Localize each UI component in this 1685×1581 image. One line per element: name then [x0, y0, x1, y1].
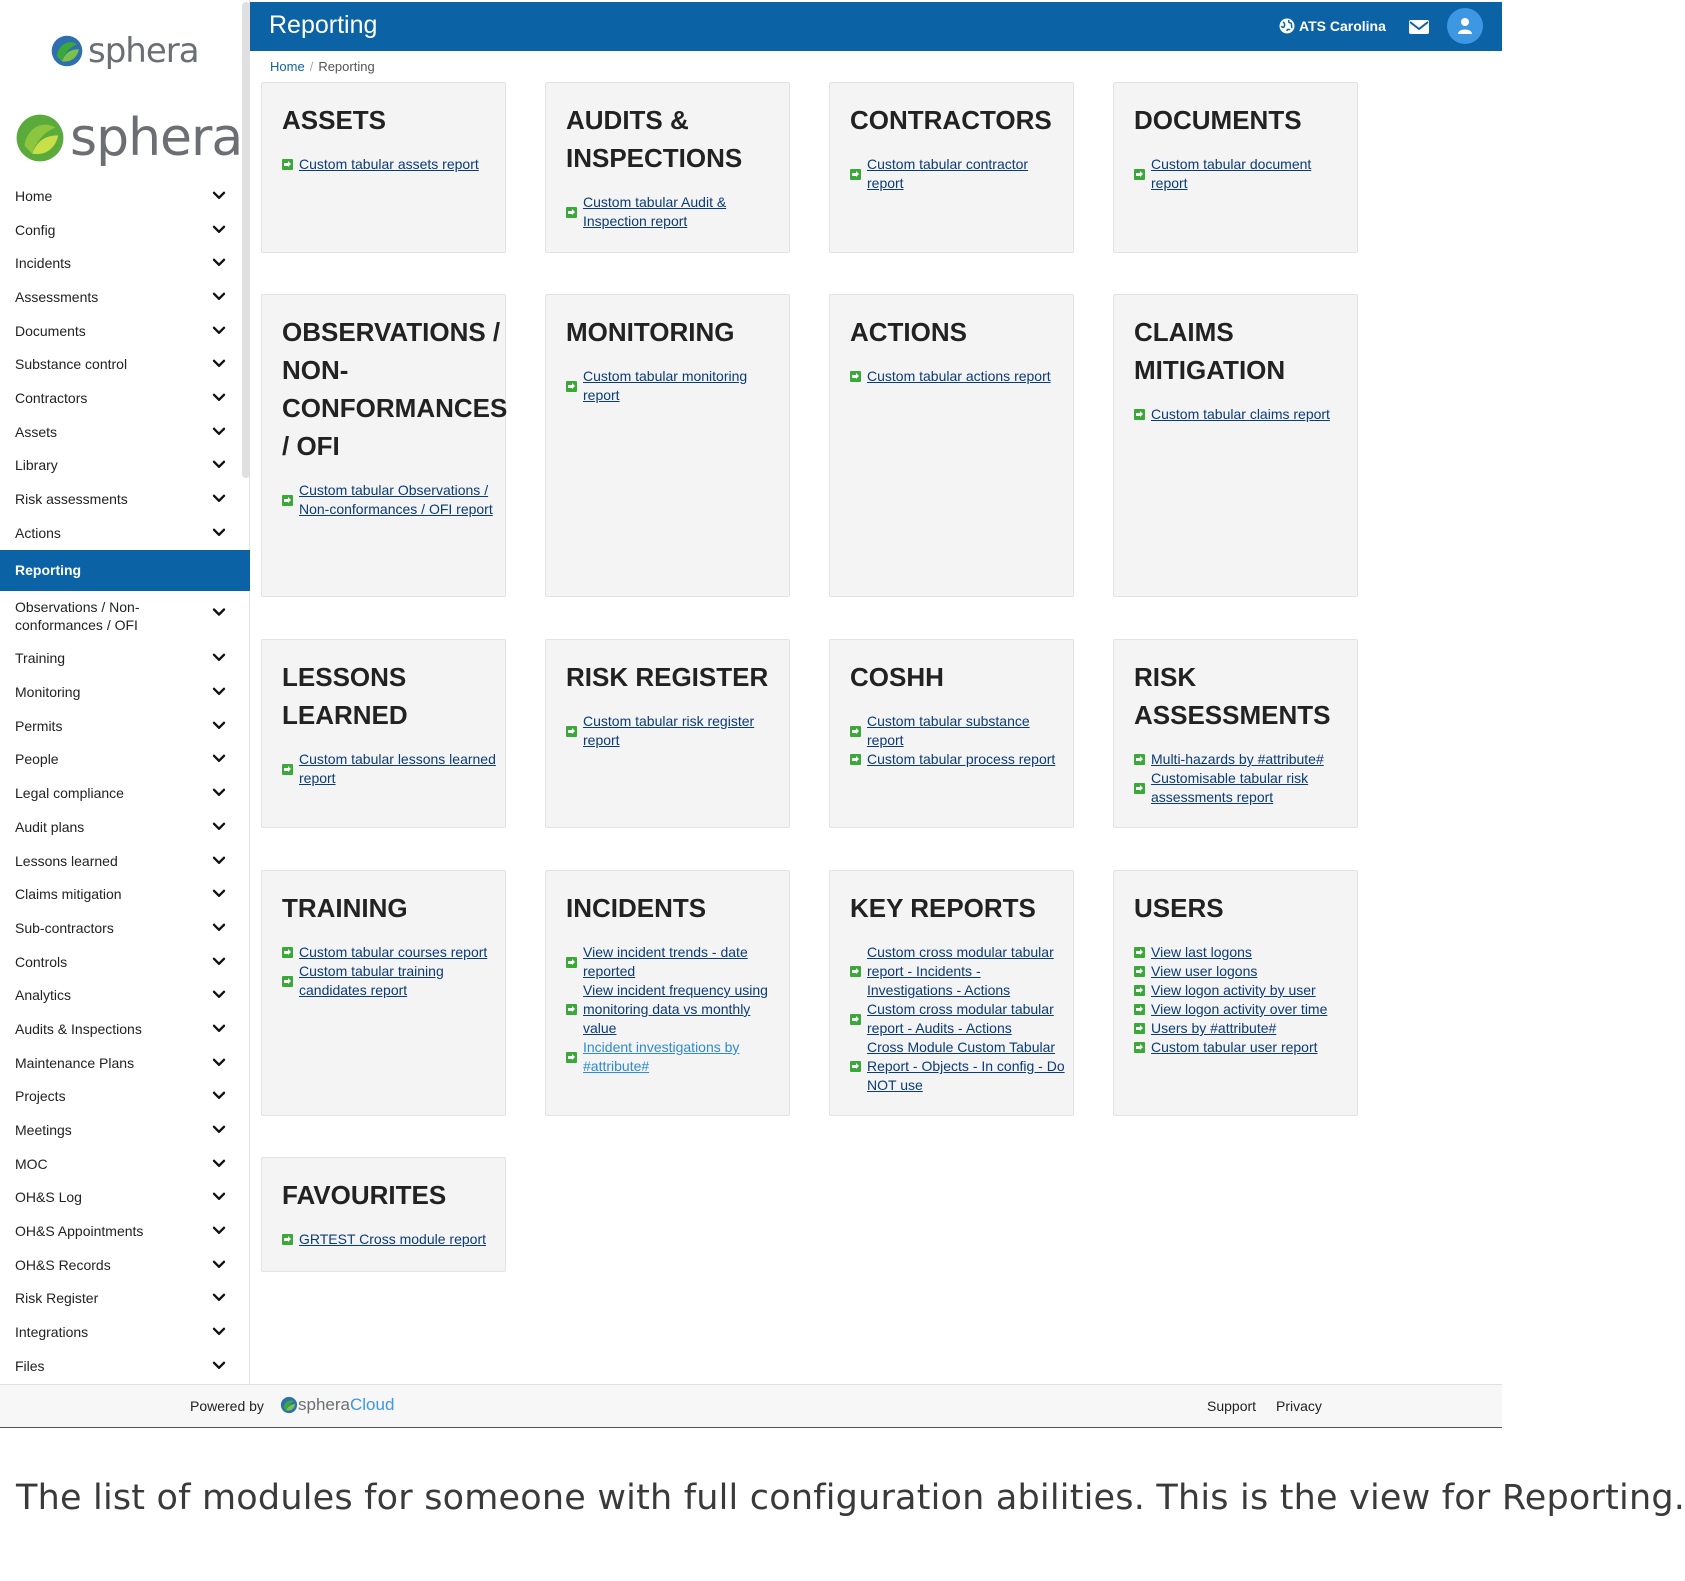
report-card-audits-inspections	[545, 82, 790, 253]
report-link[interactable]: View logon activity over time	[1151, 1001, 1328, 1017]
arrow-right-icon	[566, 957, 577, 968]
chevron-down-icon[interactable]	[212, 390, 226, 404]
arrow-right-icon	[850, 754, 861, 765]
sidebar-item-oh-s-records[interactable]	[0, 1248, 250, 1282]
arrow-right-icon	[282, 495, 293, 506]
report-link-item[interactable]	[1134, 981, 1357, 1000]
sidebar-item-home[interactable]	[0, 179, 250, 213]
report-card-assets	[261, 82, 506, 253]
report-link-item[interactable]	[566, 367, 789, 405]
sidebar-item-assessments[interactable]	[0, 280, 250, 314]
chevron-down-icon[interactable]	[212, 491, 226, 505]
sidebar-item-label: Lessons learned	[15, 852, 118, 869]
report-link[interactable]: Custom tabular contractor report	[867, 156, 1029, 191]
sidebar-item-training[interactable]	[0, 642, 250, 676]
card-title: CLAIMS MITIGATION	[1134, 317, 1286, 385]
card-title: USERS	[1134, 893, 1224, 923]
sidebar-item-label: Risk assessments	[15, 491, 128, 508]
sidebar-item-meetings[interactable]	[0, 1113, 250, 1147]
report-link[interactable]: Custom tabular actions report	[867, 368, 1051, 384]
report-link-item[interactable]	[850, 943, 1073, 1000]
chevron-down-icon[interactable]	[212, 718, 226, 732]
sidebar-item-label: Projects	[15, 1088, 66, 1105]
sidebar-item-library[interactable]	[0, 449, 250, 483]
report-links	[566, 193, 789, 231]
arrow-right-icon	[1134, 1042, 1145, 1053]
sphera-leaf-icon	[280, 1396, 298, 1414]
report-link-item[interactable]	[566, 712, 789, 750]
arrow-right-icon	[1134, 947, 1145, 958]
sidebar-item-claims-mitigation[interactable]	[0, 877, 250, 911]
card-title: INCIDENTS	[566, 893, 707, 923]
chevron-down-icon[interactable]	[212, 1089, 226, 1103]
sidebar-item-label: Claims mitigation	[15, 886, 122, 903]
sidebar-item-people[interactable]	[0, 743, 250, 777]
chevron-down-icon[interactable]	[212, 256, 226, 270]
card-title: MONITORING	[566, 317, 735, 347]
report-links	[1134, 155, 1357, 193]
card-title: ACTIONS	[850, 317, 967, 347]
report-link[interactable]: Customisable tabular risk assessments report	[1151, 770, 1309, 805]
arrow-right-icon	[850, 726, 861, 737]
report-card-key-reports	[829, 870, 1074, 1116]
arrow-right-icon	[282, 1234, 293, 1245]
report-link[interactable]: Cross Module Custom Tabular Report - Objects - In config - Do NOT use	[867, 1039, 1065, 1093]
sidebar-item-oh-s-appointments[interactable]	[0, 1214, 250, 1248]
chevron-down-icon[interactable]	[212, 1055, 226, 1069]
breadcrumb-separator: /	[309, 59, 314, 74]
sidebar-item-label: Files	[15, 1357, 45, 1374]
report-card-risk-assessments	[1113, 639, 1358, 828]
sidebar-item-label: Observations / Non-conformances / OFI	[15, 599, 140, 634]
sidebar-item-analytics[interactable]	[0, 978, 250, 1012]
chevron-down-icon[interactable]	[212, 458, 226, 472]
sphera-leaf-icon	[14, 112, 66, 164]
sidebar-item-label: Home	[15, 187, 53, 204]
chevron-down-icon[interactable]	[212, 525, 226, 539]
report-link[interactable]: Custom tabular training candidates report	[299, 963, 444, 998]
sidebar-item-label: Config	[15, 221, 56, 238]
card-title: KEY REPORTS	[850, 893, 1036, 923]
figure-caption: The list of modules for someone with full configuration abilities. This is the view for Reporting.	[16, 1478, 1685, 1518]
mail-icon[interactable]	[1408, 18, 1430, 36]
sidebar-item-label: MOC	[15, 1155, 48, 1172]
sidebar-item-label: Incidents	[15, 255, 72, 272]
report-link[interactable]: View user logons	[1151, 963, 1258, 979]
sidebar-item-label: Maintenance Plans	[15, 1054, 135, 1071]
report-link[interactable]: Custom tabular claims report	[1151, 406, 1330, 422]
breadcrumb	[270, 59, 375, 74]
report-links	[566, 943, 789, 1076]
report-links	[282, 155, 505, 174]
chevron-down-icon[interactable]	[212, 920, 226, 934]
sidebar-item-projects[interactable]	[0, 1080, 250, 1114]
chevron-down-icon[interactable]	[212, 1122, 226, 1136]
chevron-down-icon[interactable]	[212, 1223, 226, 1237]
chevron-down-icon[interactable]	[212, 684, 226, 698]
report-links	[282, 1230, 505, 1249]
report-link-item[interactable]	[282, 943, 505, 962]
chevron-down-icon[interactable]	[212, 1358, 226, 1372]
sphera-logo-large	[14, 108, 242, 168]
report-link-item[interactable]	[1134, 1019, 1357, 1038]
sidebar-item-label: People	[15, 751, 59, 768]
card-title: TRAINING	[282, 893, 408, 923]
sidebar-item-label: Controls	[15, 953, 68, 970]
sidebar-item-label: Actions	[15, 524, 61, 541]
sidebar-item-contractors[interactable]	[0, 381, 250, 415]
sidebar-item-label: Audit plans	[15, 818, 85, 835]
user-icon	[1457, 17, 1473, 35]
arrow-right-icon	[850, 169, 861, 180]
sidebar-item-monitoring[interactable]	[0, 675, 250, 709]
sidebar-item-oh-s-log[interactable]	[0, 1181, 250, 1215]
chevron-down-icon[interactable]	[212, 323, 226, 337]
report-card-coshh	[829, 639, 1074, 828]
sidebar-item-label: Library	[15, 457, 58, 474]
report-link-item[interactable]	[1134, 155, 1357, 193]
page-title: Reporting	[269, 11, 378, 39]
arrow-right-icon	[282, 947, 293, 958]
report-links	[1134, 750, 1357, 807]
sidebar-item-audit-plans[interactable]	[0, 810, 250, 844]
report-link[interactable]: View incident trends - date reported	[583, 944, 748, 979]
sphera-leaf-icon	[50, 34, 84, 68]
report-link[interactable]: View logon activity by user	[1151, 982, 1316, 998]
sidebar-item-sub-contractors[interactable]	[0, 911, 250, 945]
card-title: COSHH	[850, 662, 944, 692]
sidebar-item-controls[interactable]	[0, 945, 250, 979]
sidebar-item-label: OH&S Records	[15, 1256, 111, 1273]
sidebar-item-legal-compliance[interactable]	[0, 776, 250, 810]
report-link[interactable]: Custom cross modular tabular report - Audits - Actions	[867, 1001, 1054, 1036]
card-title: RISK ASSESSMENTS	[1134, 662, 1331, 730]
breadcrumb-home[interactable]: Home	[270, 59, 305, 74]
report-links	[282, 481, 505, 519]
sidebar-item-substance-control[interactable]	[0, 347, 250, 381]
report-link-item[interactable]	[566, 943, 789, 981]
chevron-down-icon[interactable]	[212, 424, 226, 438]
report-link-item[interactable]	[566, 1038, 789, 1076]
report-link-item[interactable]	[850, 750, 1073, 769]
sidebar-item-reporting[interactable]	[0, 550, 250, 591]
report-links	[1134, 943, 1357, 1057]
report-card-documents	[1113, 82, 1358, 253]
sidebar-item-risk-assessments[interactable]	[0, 482, 250, 516]
report-links	[566, 367, 789, 405]
arrow-right-icon	[566, 1004, 577, 1015]
report-link[interactable]: View last logons	[1151, 944, 1252, 960]
sidebar-nav	[0, 179, 250, 1383]
arrow-right-icon	[1134, 754, 1145, 765]
report-link-item[interactable]	[1134, 1038, 1357, 1057]
sidebar-item-label: Sub-contractors	[15, 919, 114, 936]
sidebar-item-label: Training	[15, 650, 66, 667]
report-link-item[interactable]	[282, 750, 505, 788]
report-card-incidents	[545, 870, 790, 1116]
arrow-right-icon	[282, 976, 293, 987]
sidebar-item-label: Meetings	[15, 1122, 72, 1139]
arrow-right-icon	[1134, 966, 1145, 977]
report-link-item[interactable]	[1134, 769, 1357, 807]
report-links	[850, 367, 1073, 386]
report-card-favourites	[261, 1157, 506, 1272]
arrow-right-icon	[1134, 1004, 1145, 1015]
sidebar-item-audits-inspections[interactable]	[0, 1012, 250, 1046]
arrow-right-icon	[1134, 1023, 1145, 1034]
report-link[interactable]: Custom tabular assets report	[299, 156, 479, 172]
card-title: CONTRACTORS	[850, 105, 1052, 135]
user-name: ATS Carolina	[1299, 18, 1386, 34]
report-link-item[interactable]	[282, 962, 505, 1000]
report-link[interactable]: Custom cross modular tabular report - Incidents - Investigations - Actions	[867, 944, 1054, 998]
arrow-right-icon	[850, 1014, 861, 1025]
report-link[interactable]: Users by #attribute#	[1151, 1020, 1277, 1036]
report-links	[566, 712, 789, 750]
report-link-item[interactable]	[850, 712, 1073, 750]
sidebar-item-actions[interactable]	[0, 516, 250, 550]
card-title: OBSERVATIONS / NON-CONFORMANCES / OFI	[282, 317, 508, 461]
arrow-right-icon	[1134, 783, 1145, 794]
report-link[interactable]: View incident frequency using monitoring data vs monthly value	[583, 982, 768, 1036]
sidebar-item-label: Analytics	[15, 987, 72, 1004]
report-link[interactable]: Custom tabular user report	[1151, 1039, 1318, 1055]
top-bar	[250, 2, 1502, 51]
report-link[interactable]: Custom tabular Audit & Inspection report	[583, 194, 727, 229]
arrow-right-icon	[566, 381, 577, 392]
footer-logo-text-b: Cloud	[349, 1395, 395, 1414]
report-link[interactable]: Custom tabular Observations / Non-conformances / OFI report	[299, 482, 493, 517]
report-card-users	[1113, 870, 1358, 1116]
report-link[interactable]: Custom tabular document report	[1151, 156, 1312, 191]
report-link-item[interactable]	[566, 981, 789, 1038]
report-link-item[interactable]	[1134, 1000, 1357, 1019]
arrow-right-icon	[850, 966, 861, 977]
brand-name: sphera	[88, 31, 199, 71]
chevron-down-icon[interactable]	[212, 887, 226, 901]
report-link-item[interactable]	[1134, 750, 1357, 769]
chevron-down-icon[interactable]	[212, 357, 226, 371]
sidebar-item-observations-non-conformances-ofi[interactable]	[0, 591, 250, 642]
report-card-monitoring	[545, 294, 790, 597]
chevron-down-icon[interactable]	[212, 1324, 226, 1338]
chevron-down-icon[interactable]	[212, 853, 226, 867]
report-card-observations-non-conformances-ofi	[261, 294, 506, 597]
card-title: DOCUMENTS	[1134, 105, 1302, 135]
sidebar-item-label: Documents	[15, 322, 86, 339]
chevron-down-icon[interactable]	[212, 785, 226, 799]
card-title: AUDITS & INSPECTIONS	[566, 105, 743, 173]
report-link-item[interactable]	[282, 481, 505, 519]
chevron-down-icon[interactable]	[212, 819, 226, 833]
arrow-right-icon	[1134, 169, 1145, 180]
report-link-item[interactable]	[282, 155, 505, 174]
chevron-down-icon[interactable]	[212, 1190, 226, 1204]
arrow-right-icon	[850, 371, 861, 382]
sidebar-item-label: Integrations	[15, 1324, 89, 1341]
chevron-down-icon[interactable]	[212, 289, 226, 303]
user-site-selector[interactable]	[1279, 18, 1386, 34]
report-link[interactable]: Multi-hazards by #attribute#	[1151, 751, 1324, 767]
arrow-right-icon	[850, 1061, 861, 1072]
report-link-item[interactable]	[850, 1038, 1073, 1095]
arrow-right-icon	[1134, 409, 1145, 420]
report-card-contractors	[829, 82, 1074, 253]
support-link[interactable]: Support	[1207, 1398, 1257, 1414]
chevron-down-icon[interactable]	[212, 752, 226, 766]
footer-logo-text-a: sphera	[298, 1395, 350, 1414]
sidebar-item-files[interactable]	[0, 1349, 250, 1383]
sidebar-item-permits[interactable]	[0, 709, 250, 743]
report-links	[282, 943, 505, 1000]
report-link-item[interactable]	[1134, 962, 1357, 981]
arrow-right-icon	[282, 159, 293, 170]
sidebar-item-label: Permits	[15, 717, 63, 734]
sidebar-item-label: Legal compliance	[15, 785, 124, 802]
sidebar	[0, 0, 250, 1384]
report-links	[282, 750, 505, 788]
breadcrumb-current: Reporting	[318, 59, 375, 74]
report-card-training	[261, 870, 506, 1116]
chevron-down-icon[interactable]	[212, 1257, 226, 1271]
chevron-down-icon[interactable]	[212, 1156, 226, 1170]
sidebar-item-label: Assessments	[15, 288, 99, 305]
card-title: FAVOURITES	[282, 1180, 447, 1210]
report-link-item[interactable]	[850, 367, 1073, 386]
chevron-down-icon[interactable]	[212, 222, 226, 236]
report-links	[1134, 405, 1357, 424]
privacy-link[interactable]: Privacy	[1276, 1398, 1322, 1414]
report-link[interactable]: GRTEST Cross module report	[299, 1231, 486, 1247]
chevron-down-icon[interactable]	[212, 651, 226, 665]
report-link-item[interactable]	[1134, 405, 1357, 424]
report-link-item[interactable]	[1134, 943, 1357, 962]
arrow-right-icon	[566, 1052, 577, 1063]
chevron-down-icon[interactable]	[212, 988, 226, 1002]
report-links	[850, 943, 1073, 1095]
report-link[interactable]: Custom tabular monitoring report	[583, 368, 748, 403]
globe-icon	[1279, 18, 1295, 34]
sidebar-item-label: Assets	[15, 423, 58, 440]
chevron-down-icon[interactable]	[212, 605, 226, 619]
report-link-item[interactable]	[850, 1000, 1073, 1038]
sidebar-item-moc[interactable]	[0, 1147, 250, 1181]
report-card-risk-register	[545, 639, 790, 828]
report-link[interactable]: Custom tabular courses report	[299, 944, 488, 960]
report-link[interactable]: Custom tabular substance report	[867, 713, 1030, 748]
arrow-right-icon	[566, 207, 577, 218]
sidebar-item-risk-register[interactable]	[0, 1282, 250, 1316]
report-link-item[interactable]	[566, 193, 789, 231]
powered-by-label: Powered by	[190, 1398, 264, 1414]
sidebar-item-label: OH&S Appointments	[15, 1223, 144, 1240]
sidebar-item-label: Audits & Inspections	[15, 1020, 142, 1037]
sphera-logo-small	[50, 30, 199, 72]
report-link[interactable]: Custom tabular process report	[867, 751, 1056, 767]
chevron-down-icon[interactable]	[212, 188, 226, 202]
sidebar-item-documents[interactable]	[0, 314, 250, 348]
avatar[interactable]	[1447, 8, 1483, 44]
report-card-claims-mitigation	[1113, 294, 1358, 597]
footer	[0, 1384, 1502, 1428]
chevron-down-icon[interactable]	[212, 1291, 226, 1305]
sidebar-item-label: OH&S Log	[15, 1189, 82, 1206]
chevron-down-icon[interactable]	[212, 1021, 226, 1035]
arrow-right-icon	[1134, 985, 1145, 996]
report-links	[850, 155, 1073, 193]
arrow-right-icon	[282, 764, 293, 775]
report-links	[850, 712, 1073, 769]
chevron-down-icon[interactable]	[212, 954, 226, 968]
card-title: LESSONS LEARNED	[282, 662, 408, 730]
sidebar-item-label: Reporting	[15, 562, 82, 579]
report-link-item[interactable]	[282, 1230, 505, 1249]
report-link[interactable]: Incident investigations by #attribute#	[583, 1039, 740, 1074]
report-card-lessons-learned	[261, 639, 506, 828]
sidebar-item-label: Substance control	[15, 356, 128, 373]
sphera-cloud-logo	[280, 1395, 394, 1415]
sidebar-item-label: Risk Register	[15, 1290, 99, 1307]
arrow-right-icon	[566, 726, 577, 737]
sidebar-item-config[interactable]	[0, 213, 250, 247]
sidebar-item-assets[interactable]	[0, 415, 250, 449]
report-link-item[interactable]	[850, 155, 1073, 193]
card-title: RISK REGISTER	[566, 662, 769, 692]
sidebar-item-label: Monitoring	[15, 684, 81, 701]
sidebar-item-integrations[interactable]	[0, 1315, 250, 1349]
report-card-actions	[829, 294, 1074, 597]
sidebar-item-incidents[interactable]	[0, 246, 250, 280]
report-link[interactable]: Custom tabular risk register report	[583, 713, 755, 748]
sidebar-item-label: Contractors	[15, 389, 88, 406]
card-title: ASSETS	[282, 105, 387, 135]
report-link[interactable]: Custom tabular lessons learned report	[299, 751, 496, 786]
brand-name-large: sphera	[70, 108, 243, 168]
sidebar-item-lessons-learned[interactable]	[0, 844, 250, 878]
sidebar-item-maintenance-plans[interactable]	[0, 1046, 250, 1080]
